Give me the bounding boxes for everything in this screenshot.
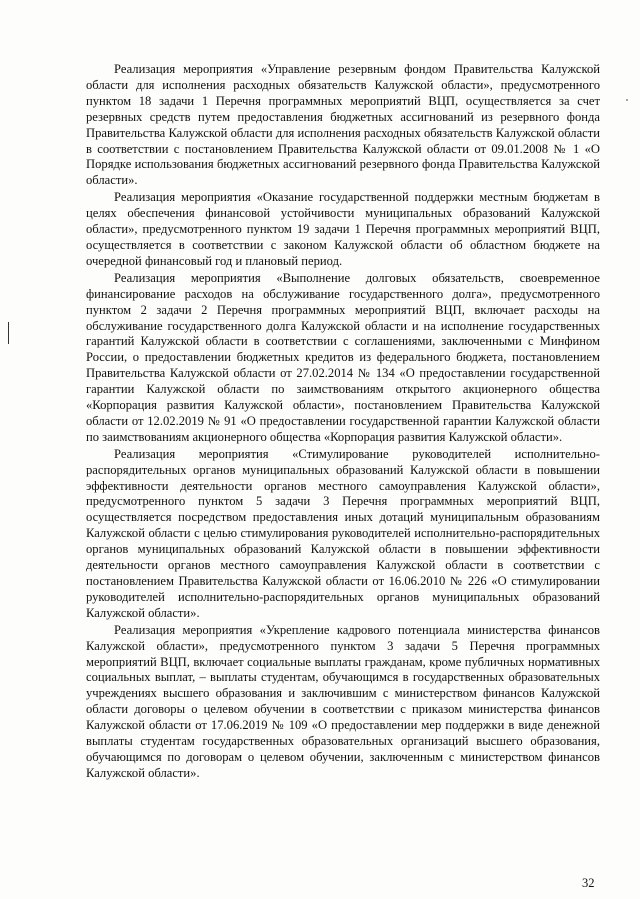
scan-artifact-dot [626, 99, 628, 101]
page-number: 32 [582, 876, 595, 890]
document-body [86, 62, 600, 783]
paragraph-debt-obligations: Реализация мероприятия «Выполнение долговых обязательств, своевременное финансирование расходов на обслуживание государственного долга», предусмотренного пунктом 2 задачи 2 Перечня программных мероприятий ВЦП, включает расходы на обслуживание государственного долга Калужской области и на исполнение государственных гарантий Калужской области в соответствии с соглашениями, заключенными с Минфином России, о предоставлении бюджетных кредитов из федерального бюджета, постановлением Правительства Калужской области от 27.02.2014 № 134 «О предоставлении государственной гарантии Калужской области по заимствованиям открытого акционерного общества «Корпорация развития Калужской области», постановлением Правительства Калужской области от 12.02.2019 № 91 «О предоставлении государственной гарантии Калужской области по заимствованиям акционерного общества «Корпорация развития Калужской области». [86, 270, 600, 444]
paragraph-state-support: Реализация мероприятия «Оказание государственной поддержки местным бюджетам в целях обеспечения финансовой устойчивости муниципальных образований Калужской области», предусмотренного пунктом 19 задачи 1 Перечня программных мероприятий ВЦП, осуществляется в соответствии с законом Калужской области об областном бюджете на очередной финансовый год и плановый период. [86, 190, 600, 268]
paragraph-personnel-potential: Реализация мероприятия «Укрепление кадрового потенциала министерства финансов Калужской области», предусмотренного пунктом 3 задачи 5 Перечня программных мероприятий ВЦП, включает социальные выплаты гражданам, кроме публичных нормативных социальных выплат, – выплаты студентам, обучающимся в государственных образовательных учреждениях высшего образования и заключившим с министерством финансов Калужской области договоры о целевом обучении в соответствии с приказом министерства финансов Калужской области от 17.06.2019 № 109 «О предоставлении мер поддержки в виде денежной выплаты студентам государственных образовательных организаций высшего образования, обучающимся по договорам о целевом обучении, заключенным с министерством финансов Калужской области». [86, 622, 600, 780]
paragraph-stimulating-heads: Реализация мероприятия «Стимулирование руководителей исполнительно-распорядительных органов муниципальных образований Калужской области в повышении эффективности деятельности органов местного самоуправления Калужской области», предусмотренного пунктом 5 задачи 3 Перечня программных мероприятий ВЦП, осуществляется посредством предоставления иных дотаций муниципальным образованиям Калужской области с целью стимулирования руководителей исполнительно-распорядительных органов муниципальных образований Калужской области в повышении эффективности деятельности органов местного самоуправления Калужской области в соответствии с постановлением Правительства Калужской области от 16.06.2010 № 226 «О стимулировании руководителей исполнительно-распорядительных органов муниципальных образований Калужской области». [86, 446, 600, 620]
paragraph-reserve-fund: Реализация мероприятия «Управление резервным фондом Правительства Калужской области для исполнения расходных обязательств Калужской области», предусмотренного пунктом 18 задачи 1 Перечня программных мероприятий ВЦП, осуществляется за счет резервных средств путем предоставления бюджетных ассигнований из резервного фонда Правительства Калужской области для исполнения расходных обязательств Калужской области в соответствии с постановлением Правительства Калужской области от 09.01.2008 № 1 «О Порядке использования бюджетных ассигнований резервного фонда Правительства Калужской области». [86, 62, 600, 188]
scan-artifact-line [8, 322, 9, 344]
